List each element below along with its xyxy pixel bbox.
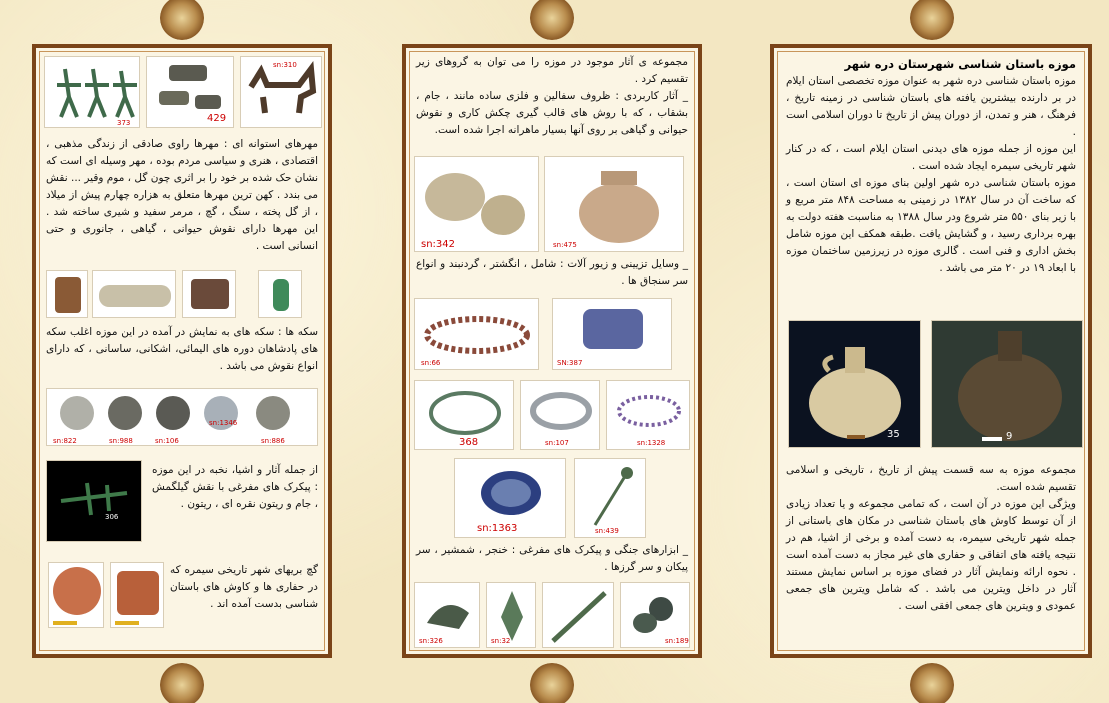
photo-pin: [574, 458, 646, 538]
photo-silver-bangle: [520, 380, 600, 450]
sn-label: sn:988: [109, 437, 133, 445]
coins-paragraph: سکه ها : سکه های به نمایش در آمده در این موزه اغلب سکه های پادشاهان دوره های الیمائی، اشکانی، ساسانی ، که دارای انواع نقوش می باشد .: [46, 326, 318, 372]
photo-ceramic-lamps: [414, 156, 539, 252]
photo-seal-1: [46, 270, 88, 318]
gilgamesh-image: [47, 461, 142, 542]
photo-pot: [544, 156, 684, 252]
ornament-bottom-right: [910, 663, 954, 703]
photo-jug-dark: [931, 320, 1083, 448]
sn-label: 306: [105, 513, 119, 521]
ornament-bottom-left: [160, 663, 204, 703]
middle-panel: [402, 44, 702, 658]
ornament-top-middle: [530, 0, 574, 40]
sn-label: sn:32: [491, 637, 511, 645]
photo-plaster-2: [110, 562, 164, 628]
sn-label: 373: [117, 119, 131, 127]
location-paragraph: این موزه از جمله موزه های دیدنی استان ایلام است ، که در کنار شهر تاریخی سیمره ایجاد شده است .: [786, 143, 1076, 172]
photo-bracelets: [552, 298, 672, 370]
seal-4-image: [259, 271, 302, 318]
photo-animal-figure: [240, 56, 322, 128]
photo-bronze-1: [414, 582, 480, 648]
photo-axes: [146, 56, 234, 128]
seals-paragraph: مهرهای استوانه ای : مهرها راوی صادقی از زندگی مذهبی ، اقتصادی ، هنری و سیاسی مردم بوده ، مهر وسیله ای است که نشان حک شده بر خود را بر اثری چون گل ، موم وقیر ... نقش می بندد . کهن ترین مهرها متعلق به هزاره چهارم پیش از میلاد ، از گل پخته ، سنگ ، گچ ، مرمر سفید و شیری ساخته شد . این مهرها دارای نقوش حیوانی ، گیاهی ، جانوری و حتی انسانی است .: [46, 138, 318, 252]
seals-text: [46, 136, 318, 255]
photo-bronze-2: [486, 582, 536, 648]
coins-text: [46, 324, 318, 375]
ornament-top-right: [910, 0, 954, 40]
sn-label: sn:1363: [477, 523, 518, 534]
sn-label: sn:439: [595, 527, 619, 535]
weapons-paragraph: _ ابزارهای جنگی و پیکرک های مفرغی : خنجر ، شمشیر ، سر پیکان و سر گرزها .: [416, 544, 688, 573]
jug-light-image: [789, 321, 921, 448]
photo-coins: [46, 388, 318, 446]
sn-label: sn:1328: [637, 439, 666, 447]
sn-label: sn:189: [665, 637, 689, 645]
bronze-3-image: [543, 583, 614, 648]
sn-label: sn:106: [155, 437, 179, 445]
jug-number: 35: [887, 429, 900, 440]
jug-dark-image: [932, 321, 1083, 448]
pot-image: [545, 157, 684, 252]
ornament-top-left: [160, 0, 204, 40]
photo-bronze-4: [620, 582, 690, 648]
plaster-1-image: [49, 563, 104, 628]
photo-jug-light: [788, 320, 921, 448]
middle-intro: [416, 54, 688, 139]
sn-label: sn:310: [273, 61, 297, 69]
photo-necklace: [414, 298, 539, 370]
sn-label: sn:326: [419, 637, 443, 645]
photo-bronze-3: [542, 582, 614, 648]
sn-label: 368: [459, 437, 479, 448]
photo-bead-bracelet: [606, 380, 690, 450]
features-paragraph: ویژگی این موزه در آن است ، که تمامی مجموعه و یا تعداد زیادی از آن توسط کاوش های باستان شناسی در مکان های باستانی از جمله شهر تاریخی سیمره، به دست آمده و برخی از اشیا، هم در نتیجه یافته های اتفاقی و حفاری های غیر مجاز به دست آمده است . نحوه ارائه ونمایش آثار در فضای موزه بر اساس نمایش مستند آثار در داخل ویترین می باشد . که شامل ویترین های جمعی عمودی و ویترین های جمعی افقی است .: [786, 498, 1076, 612]
weapons-text: [416, 542, 688, 576]
jewelry-paragraph: _ وسایل تزیینی و زیور آلات : شامل ، انگشتر ، گردنبند و انواع سر سنجاق ها .: [416, 258, 688, 287]
sn-label: 429: [207, 113, 227, 124]
sn-label: sn:1346: [209, 419, 238, 427]
seal-2-image: [93, 271, 176, 318]
jewelry-text: [416, 256, 688, 290]
page-title: موزه باستان شناسی شهرستان دره شهر: [844, 57, 1076, 71]
seal-3-image: [183, 271, 236, 318]
left-panel: [32, 44, 332, 658]
right-intro: [786, 56, 1076, 277]
photo-ring: [454, 458, 566, 538]
photo-seal-4: [258, 270, 302, 318]
photo-gilgamesh: [46, 460, 142, 542]
utility-paragraph: _ آثار کاربردی : ظروف سفالین و فلزی ساده مانند ، جام ، بشقاب ، که با روش های قالب گیری چکش کاری و نقوش حیوانی و گیاهی بر روی آنها بسیار ماهرانه اجرا شده است.: [416, 90, 688, 136]
plaster-paragraph: گچ بریهای شهر تاریخی سیمره که در حفاری ها و کاوش های باستان شناسی بدست آمده اند .: [170, 564, 318, 610]
right-panel: [770, 44, 1092, 658]
jug-number: 9: [1006, 431, 1013, 442]
figurines-image: [45, 57, 140, 128]
plaster-text: [170, 562, 318, 613]
photo-seal-2: [92, 270, 176, 318]
photo-plaster-1: [48, 562, 104, 628]
highlight-paragraph: از جمله آثار و اشیا، نخبه در این موزه : پیکرک های مفرغی با نقش گیلگمش ، جام و ریتون نقره ای ، ریتون .: [152, 464, 318, 510]
seal-1-image: [47, 271, 88, 318]
sn-label: sn:342: [421, 239, 456, 250]
photo-bangle: [414, 380, 514, 450]
plaster-2-image: [111, 563, 164, 628]
sections-paragraph: مجموعه موزه به سه قسمت پیش از تاریخ ، تاریخی و اسلامی تقسیم شده است.: [786, 464, 1076, 493]
photo-figurines: [44, 56, 140, 128]
sn-label: sn:886: [261, 437, 285, 445]
sn-label: sn:475: [553, 241, 577, 249]
intro-paragraph: موزه باستان شناسی دره شهر به عنوان موزه تخصصی استان ایلام در بر دارنده بیشترین یافته های باستان شناسی در زمینه تاریخ ، فرهنگ ، هنر و تمدن، از دوران پیش از تاریخ تا دوران اسلامی است .: [786, 75, 1076, 138]
sn-label: sn:66: [421, 359, 441, 367]
sn-label: SN:387: [557, 359, 583, 367]
highlight-text: [152, 462, 318, 513]
sn-label: sn:107: [545, 439, 569, 447]
sn-label: sn:822: [53, 437, 77, 445]
photo-seal-3: [182, 270, 236, 318]
groups-intro: مجموعه ی آثار موجود در موزه را می توان به گروهای زیر تقسیم کرد .: [416, 56, 688, 85]
history-paragraph: موزه باستان شناسی دره شهر اولین بنای موزه ای استان است ، که ساخت آن در سال ۱۳۸۲ در زمینی به مساحت ۸۴۸ متر مربع و با زیر بنای ۵۵۰ متر شروع ودر سال ۱۳۸۸ به مناسبت هفته دولت به بهره برداری رسید ، و گشایش یافت .طبقه همکف این موزه شامل بخش اداری و فنی است . گالری موزه در زیرزمین ساختمان موزه با ابعاد ۱۹ در ۲۰ متر می باشد .: [786, 177, 1076, 274]
right-bottom-text: [786, 462, 1076, 615]
ornament-bottom-middle: [530, 663, 574, 703]
lamps-image: [415, 157, 539, 252]
